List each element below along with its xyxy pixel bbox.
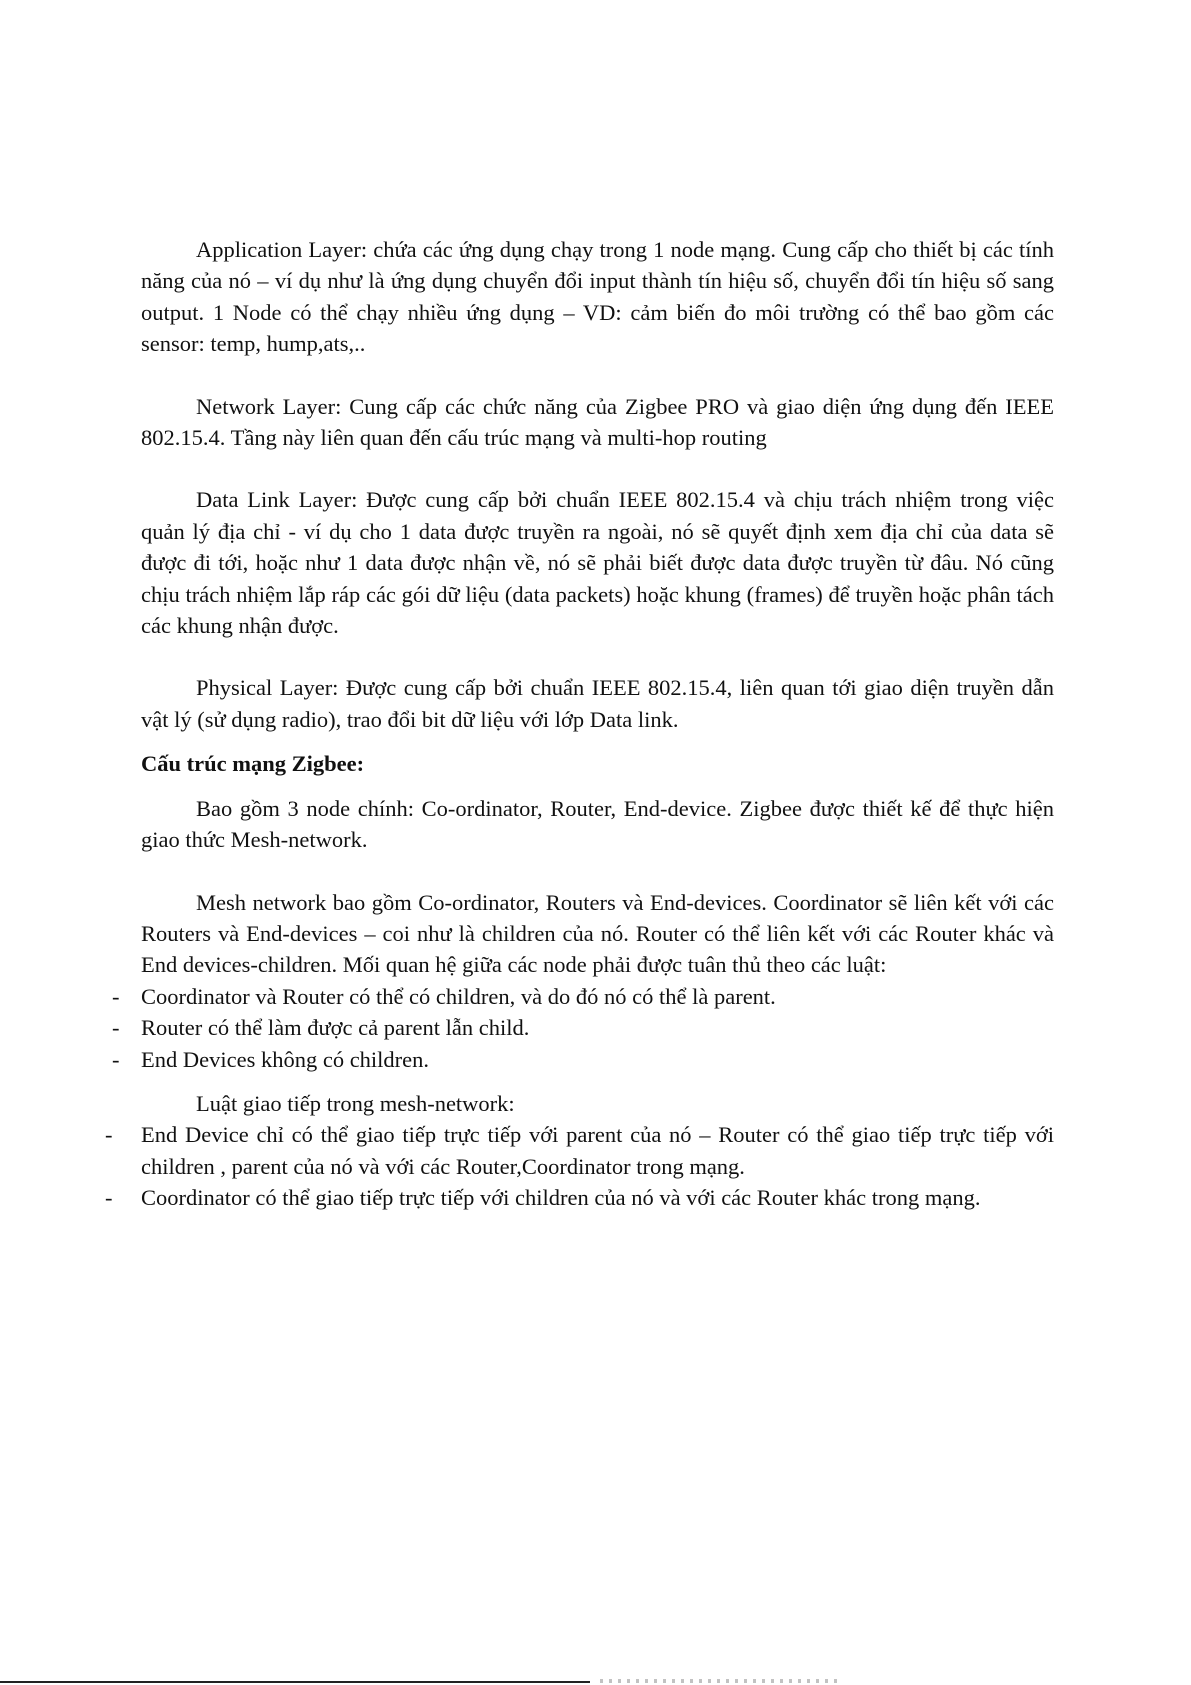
list-item-text: Coordinator có thể giao tiếp trực tiếp với children của nó và với các Router khác trong mạng. xyxy=(141,1185,981,1211)
list-item-text: Router có thể làm được cả parent lẫn child. xyxy=(141,1015,530,1041)
section-heading: Cấu trúc mạng Zigbee: xyxy=(141,751,365,777)
list-item-text: Coordinator và Router có thể có children, và do đó nó có thể là parent. xyxy=(141,983,776,1009)
list-item-text: End Devices không có children. xyxy=(141,1046,430,1072)
node-rules-list xyxy=(112,981,1054,1075)
footer-scan-artifact xyxy=(600,1679,840,1683)
list-item xyxy=(105,1182,1054,1213)
application-layer-paragraph: Application Layer: chứa các ứng dụng chạy trong 1 node mạng. Cung cấp cho thiết bị các tính năng của nó – ví dụ như là ứng dụng chuyển đổi input thành tín hiệu số, chuyển đổi tín hiệu số sang output. 1 Node có thể chạy nhiều ứng dụng – VD: cảm biến đo môi trường có thể bao gồm các sensor: temp, hump,ats,.. xyxy=(141,237,1054,357)
bullet-dash: - xyxy=(112,1015,120,1041)
list-item xyxy=(112,981,1054,1012)
list-item xyxy=(112,1044,1054,1075)
communication-heading: Luật giao tiếp trong mesh-network: xyxy=(196,1090,515,1116)
physical-layer-paragraph: Physical Layer: Được cung cấp bởi chuẩn IEEE 802.15.4, liên quan tới giao diện truyền dẫn vật lý (sử dụng radio), trao đổi bit dữ liệu với lớp Data link. xyxy=(141,675,1054,732)
network-layer-paragraph: Network Layer: Cung cấp các chức năng của Zigbee PRO và giao diện ứng dụng đến IEEE 802.15.4. Tầng này liên quan đến cấu trúc mạng và multi-hop routing xyxy=(141,393,1054,451)
bullet-dash: - xyxy=(105,1122,113,1148)
data-link-layer-paragraph: Data Link Layer: Được cung cấp bởi chuẩn IEEE 802.15.4 và chịu trách nhiệm trong việc quản lý địa chỉ - ví dụ cho 1 data được truyền ra ngoài, nó sẽ quyết định xem địa chỉ của data sẽ được đi tới, hoặc như 1 data được nhận về, nó sẽ phải biết được data được truyền từ đâu. Nó cũng chịu trách nhiệm lắp ráp các gói dữ liệu (data packets) hoặc khung (frames) để truyền hoặc phân tách các khung nhận được. xyxy=(141,487,1054,639)
bullet-dash: - xyxy=(112,1046,120,1072)
mesh-network-paragraph: Mesh network bao gồm Co-ordinator, Routers và End-devices. Coordinator sẽ liên kết với các Routers và End-devices – coi như là children của nó. Router có thể liên kết với các Router khác và End devices-children. Mối quan hệ giữa các node phải được tuân thủ theo các luật: xyxy=(141,889,1054,978)
structure-intro-paragraph: Bao gồm 3 node chính: Co-ordinator, Router, End-device. Zigbee được thiết kế để thực hiện giao thức Mesh-network. xyxy=(141,795,1054,853)
document-body xyxy=(105,234,1054,1214)
list-item xyxy=(105,1119,1054,1182)
list-item xyxy=(112,1012,1054,1043)
bullet-dash: - xyxy=(105,1185,113,1211)
bullet-dash: - xyxy=(112,983,120,1009)
list-item-text: End Device chỉ có thể giao tiếp trực tiếp với parent của nó – Router có thể giao tiếp trực tiếp với children , parent của nó và với các Router,Coordinator trong mạng. xyxy=(141,1122,1054,1179)
footer-rule xyxy=(0,1681,590,1683)
communication-rules-list xyxy=(105,1119,1054,1213)
